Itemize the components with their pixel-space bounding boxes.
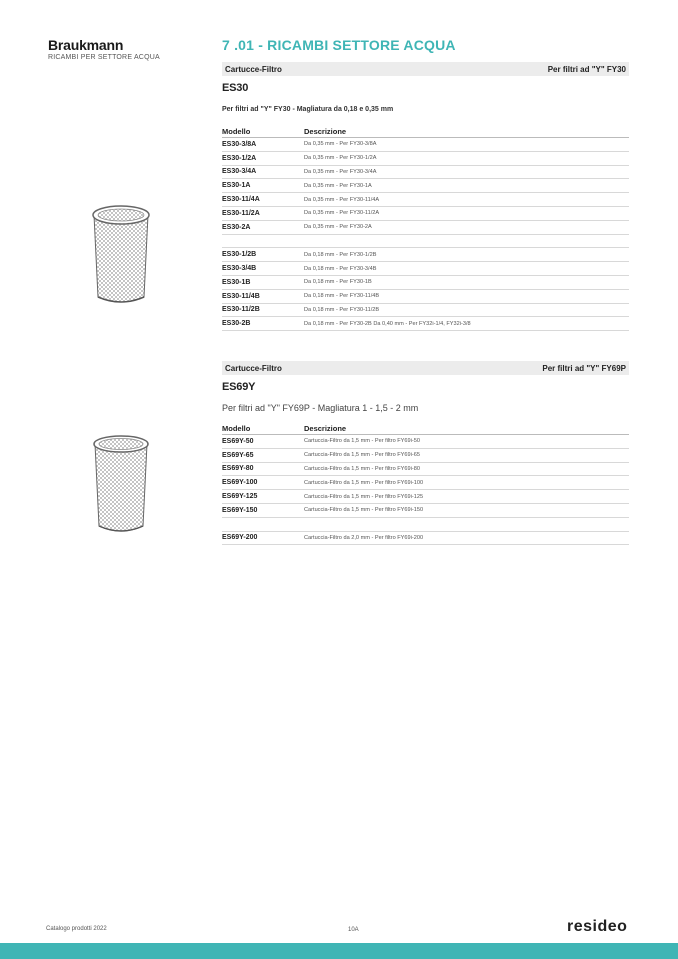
cell-model: ES69Y-100: [222, 479, 258, 487]
table-spacer-row: [222, 235, 629, 249]
cell-model: ES30-1A: [222, 182, 251, 190]
cell-description: Da 0,35 mm - Per FY30-11/4A: [304, 196, 380, 203]
page-title: 7 .01 - RICAMBI SETTORE ACQUA: [222, 37, 456, 53]
section-bar-right: Per filtri ad "Y" FY69P: [542, 363, 626, 373]
cell-model: ES30-2A: [222, 223, 251, 231]
section-es30: [222, 62, 629, 331]
section-bar-right: Per filtri ad "Y" FY30: [547, 64, 626, 74]
page-number: 10A: [348, 927, 359, 933]
table-row: [222, 207, 629, 221]
table-header: [222, 126, 629, 138]
table-row: [222, 276, 629, 290]
product-description: Per filtri ad "Y" FY69P - Magliatura 1 - 1,5 - 2 mm: [222, 403, 419, 413]
table-row: [222, 138, 629, 152]
filter-cartridge-image-es69y: [91, 432, 151, 541]
cell-description: Cartuccia-Filtro da 2,0 mm - Per filtro FY69i-200: [304, 534, 424, 541]
cell-model: ES69Y-50: [222, 437, 254, 445]
cell-model: ES30-3/4A: [222, 168, 257, 176]
table-row: [222, 166, 629, 180]
cell-description: Da 0,35 mm - Per FY30-3/8A: [304, 141, 377, 148]
cell-description: Da 0,35 mm - Per FY30-1A: [304, 182, 372, 189]
table-row: [222, 435, 629, 449]
table-spacer-row: [222, 518, 629, 532]
table-row: [222, 504, 629, 518]
filter-cartridge-drawing: [88, 201, 154, 309]
table-row: [222, 262, 629, 276]
product-table: [222, 126, 629, 331]
cell-model: ES30-11/2A: [222, 209, 260, 217]
brand-subtitle: RICAMBI PER SETTORE ACQUA: [48, 54, 160, 61]
filter-cartridge-drawing: [91, 432, 151, 536]
cell-model: ES30-1/2A: [222, 154, 257, 162]
cell-model: ES30-11/4B: [222, 292, 260, 300]
cell-model: ES30-11/2B: [222, 306, 260, 314]
table-row: [222, 221, 629, 235]
table-row: [222, 193, 629, 207]
cell-model: ES69Y-65: [222, 451, 254, 459]
cell-description: Da 0,35 mm - Per FY30-11/2A: [304, 210, 380, 217]
cell-description: Cartuccia-Filtro da 1,5 mm - Per filtro FY69i-65: [304, 452, 420, 459]
cell-model: ES69Y-200: [222, 534, 258, 542]
table-header: [222, 423, 629, 435]
bottom-accent-bar: [0, 943, 678, 959]
resideo-logo: resideo: [567, 918, 628, 935]
cell-model: ES30-1/2B: [222, 251, 257, 259]
table-row: [222, 476, 629, 490]
cell-description: Da 0,35 mm - Per FY30-1/2A: [304, 155, 377, 162]
table-row: [222, 532, 629, 546]
cell-model: ES30-2B: [222, 320, 251, 328]
cell-description: Da 0,35 mm - Per FY30-2A: [304, 224, 372, 231]
table-row: [222, 317, 629, 331]
cell-description: Cartuccia-Filtro da 1,5 mm - Per filtro FY69i-80: [304, 465, 420, 472]
section-bar-left: Cartucce-Filtro: [225, 363, 282, 373]
section-bar-left: Cartucce-Filtro: [225, 64, 282, 74]
table-row: [222, 463, 629, 477]
table-row: [222, 179, 629, 193]
cell-description: Cartuccia-Filtro da 1,5 mm - Per filtro FY69i-100: [304, 479, 424, 486]
cell-model: ES30-11/4A: [222, 196, 260, 204]
cell-description: Da 0,18 mm - Per FY30-11/4B: [304, 293, 380, 300]
product-code: ES30: [222, 82, 249, 94]
table-row: [222, 152, 629, 166]
section-es69y: [222, 361, 629, 545]
cell-model: ES69Y-80: [222, 465, 254, 473]
cell-description: Da 0,35 mm - Per FY30-3/4A: [304, 168, 377, 175]
brand-block: [48, 37, 160, 61]
cell-description: Cartuccia-Filtro da 1,5 mm - Per filtro FY69i-125: [304, 493, 424, 500]
table-row: [222, 449, 629, 463]
section-bar: [222, 62, 629, 76]
table-row: [222, 290, 629, 304]
table-row: [222, 490, 629, 504]
cell-description: Cartuccia-Filtro da 1,5 mm - Per filtro FY69i-50: [304, 438, 420, 445]
cell-description: Da 0,18 mm - Per FY30-2B Da 0,40 mm - Per FY32i-1/4, FY32i-3/8: [304, 320, 471, 327]
product-description: Per filtri ad "Y" FY30 - Magliatura da 0,18 e 0,35 mm: [222, 106, 394, 113]
section-bar: [222, 361, 629, 375]
product-code: ES69Y: [222, 381, 256, 393]
col-model-header: Modello: [222, 424, 251, 433]
footer-catalog: Catalogo prodotti 2022: [46, 926, 107, 932]
cell-description: Da 0,18 mm - Per FY30-1B: [304, 279, 372, 286]
cell-model: ES30-1B: [222, 278, 251, 286]
brand-name: Braukmann: [48, 37, 124, 53]
cell-model: ES30-3/8A: [222, 140, 257, 148]
col-model-header: Modello: [222, 127, 251, 136]
col-desc-header: Descrizione: [304, 127, 347, 136]
cell-model: ES30-3/4B: [222, 265, 257, 273]
filter-cartridge-image-es30: [88, 201, 154, 314]
cell-model: ES69Y-125: [222, 493, 258, 501]
cell-description: Da 0,18 mm - Per FY30-1/2B: [304, 251, 377, 258]
table-row: [222, 248, 629, 262]
cell-description: Da 0,18 mm - Per FY30-11/2B: [304, 306, 380, 313]
cell-description: Cartuccia-Filtro da 1,5 mm - Per filtro FY69i-150: [304, 507, 424, 514]
cell-description: Da 0,18 mm - Per FY30-3/4B: [304, 265, 377, 272]
product-table: [222, 423, 629, 545]
col-desc-header: Descrizione: [304, 424, 347, 433]
cell-model: ES69Y-150: [222, 506, 258, 514]
table-row: [222, 304, 629, 318]
